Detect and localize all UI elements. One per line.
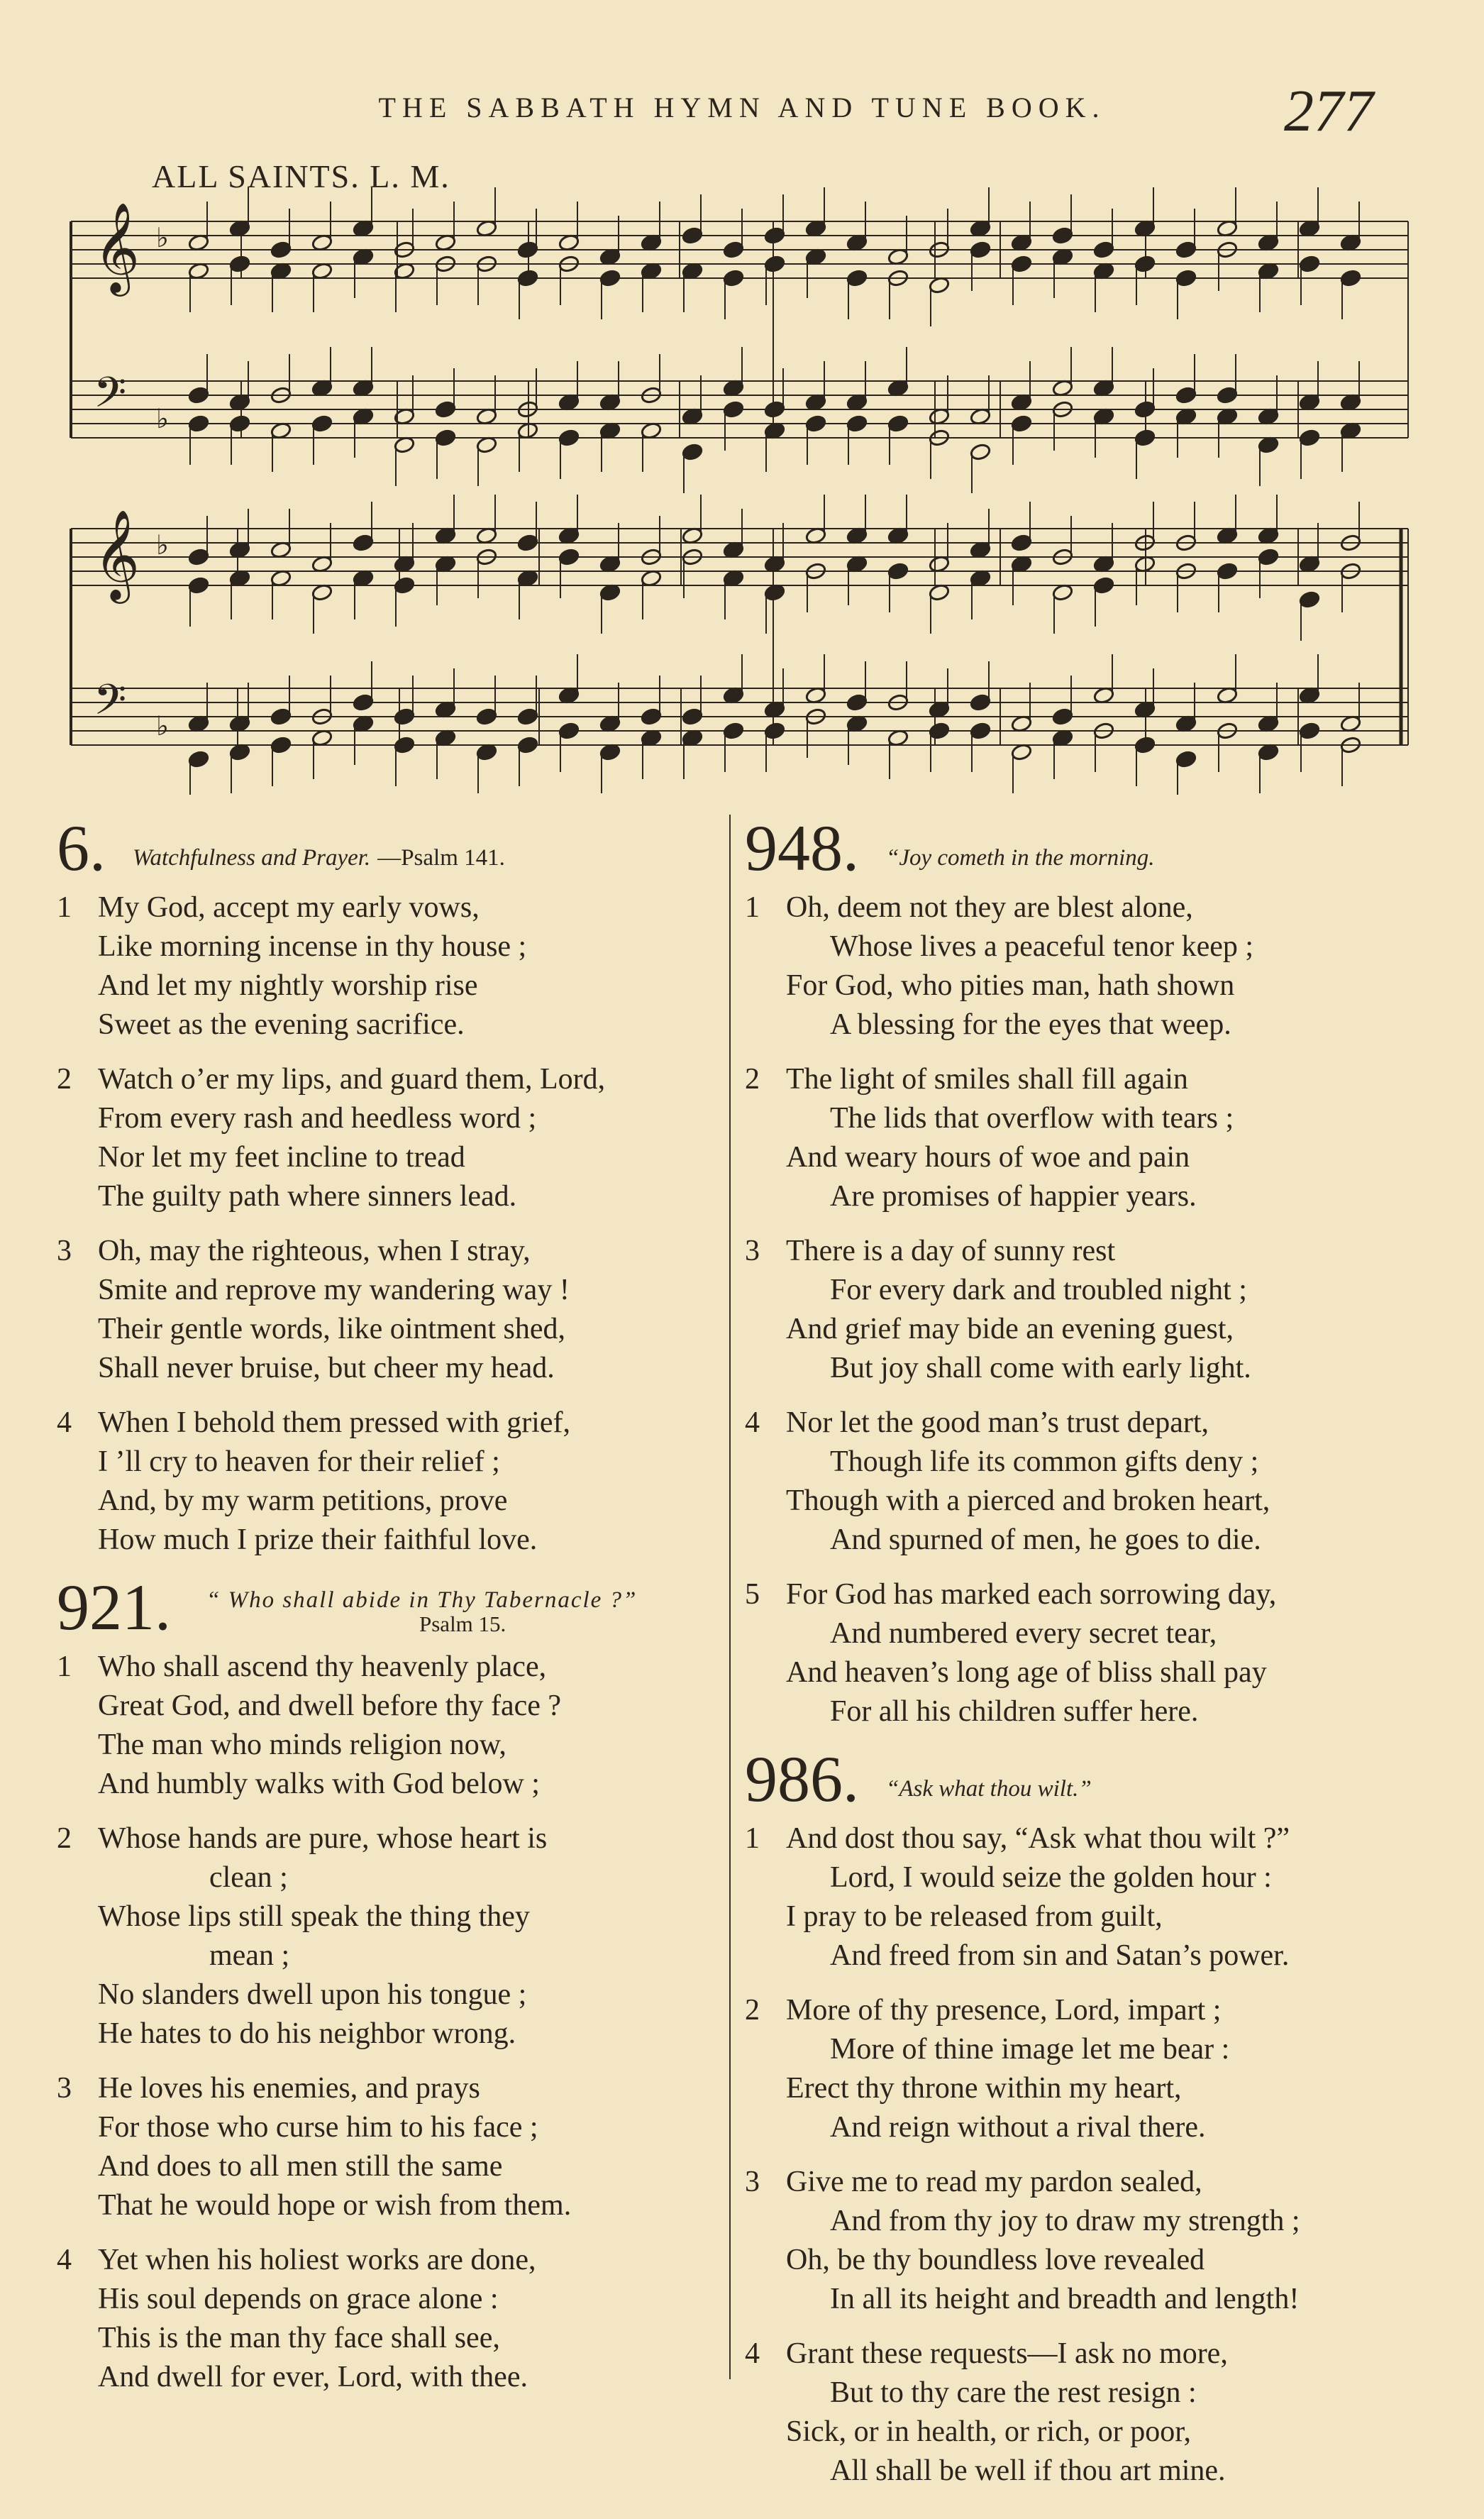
hymn-source: Psalm 15.: [419, 1611, 506, 1636]
verse-text: Whose lives a peaceful tenor keep ;: [830, 930, 1254, 963]
verse-text: And dwell for ever, Lord, with thee.: [98, 2361, 528, 2393]
stanza-number: 2: [57, 1822, 72, 1855]
verse-line: [57, 1138, 716, 1177]
verse-text: All shall be well if thou art mine.: [830, 2454, 1226, 2487]
hymn-921: [57, 1571, 716, 2397]
verse-line: [745, 2108, 1419, 2147]
stanza: [745, 1575, 1419, 1731]
stanza-number: 1: [57, 1650, 72, 1683]
verse-text: He loves his enemies, and prays: [98, 2072, 480, 2105]
verse-line: [745, 1232, 1419, 1271]
verse-text: Sweet as the evening sacrifice.: [98, 1008, 465, 1041]
stanza: [745, 1819, 1419, 1975]
hymn-number: 948.: [745, 812, 859, 884]
verse-line: [745, 1060, 1419, 1099]
verse-text: mean ;: [209, 1939, 290, 1972]
verse-line: [745, 2413, 1419, 2452]
verse-line: [745, 2452, 1419, 2491]
verse-text: Though with a pierced and broken heart,: [786, 1484, 1270, 1517]
verse-text: This is the man thy face shall see,: [98, 2322, 500, 2354]
verse-line: [57, 1060, 716, 1099]
verse-line: [57, 1936, 716, 1975]
verse-text: Shall never bruise, but cheer my head.: [98, 1352, 555, 1384]
verse-line: [57, 1310, 716, 1349]
stanza: [745, 1991, 1419, 2147]
hymn-948: [745, 812, 1419, 1731]
verse-text: And freed from sin and Satan’s power.: [830, 1939, 1290, 1972]
music-score: [0, 0, 1484, 795]
svg-text:𝄢: 𝄢: [94, 675, 127, 734]
verse-text: More of thy presence, Lord, impart ;: [786, 1994, 1222, 2027]
verse-line: [745, 1858, 1419, 1897]
verse-line: [57, 1404, 716, 1443]
verse-text: The lids that overflow with tears ;: [830, 1102, 1234, 1135]
stanza-number: 1: [57, 891, 72, 924]
verse-line: [57, 1765, 716, 1804]
stanza-number: 3: [745, 1235, 760, 1267]
verse-text: When I behold them pressed with grief,: [98, 1406, 570, 1439]
verse-line: [745, 1404, 1419, 1443]
verse-line: [57, 1726, 716, 1765]
verse-line: [745, 1521, 1419, 1560]
verse-text: Lord, I would seize the golden hour :: [830, 1861, 1272, 1894]
verse-text: More of thine image let me bear :: [830, 2033, 1230, 2066]
hymn-number: 6.: [57, 812, 106, 884]
verse-text: For all his children suffer here.: [830, 1695, 1199, 1728]
verse-text: Though life its common gifts deny ;: [830, 1445, 1259, 1478]
verse-text: The light of smiles shall fill again: [786, 1063, 1188, 1096]
stanza-number: 2: [745, 1063, 760, 1096]
verse-line: [57, 966, 716, 1005]
verse-line: [745, 1482, 1419, 1521]
verse-line: [57, 2108, 716, 2147]
svg-text:♭: ♭: [156, 403, 169, 434]
verse-text: I ’ll cry to heaven for their relief ;: [98, 1445, 500, 1478]
verse-line: [57, 1897, 716, 1936]
verse-line: [57, 1177, 716, 1216]
verse-line: [57, 1975, 716, 2014]
verse-line: [745, 1099, 1419, 1138]
hymn-title: “Joy cometh in the morning.: [886, 845, 1155, 871]
stanza: [57, 1232, 716, 1388]
verse-text: And weary hours of woe and pain: [786, 1141, 1190, 1174]
svg-text:𝄞: 𝄞: [94, 509, 140, 600]
verse-line: [57, 2319, 716, 2358]
verse-line: [57, 927, 716, 966]
verse-line: [745, 1138, 1419, 1177]
verse-text: Like morning incense in thy house ;: [98, 930, 527, 963]
verse-text: And from thy joy to draw my strength ;: [830, 2205, 1300, 2237]
verse-line: [745, 1005, 1419, 1044]
hymn-title: “ Who shall abide in Thy Tabernacle ?”: [206, 1587, 638, 1613]
verse-text: But to thy care the rest resign :: [830, 2376, 1197, 2409]
verse-line: [745, 1936, 1419, 1975]
verse-text: Watch o’er my lips, and guard them, Lord,: [98, 1063, 606, 1096]
stanza-number: 3: [745, 2166, 760, 2198]
stanza: [745, 1404, 1419, 1560]
verse-text: For those who curse him to his face ;: [98, 2111, 538, 2144]
left-column: [57, 812, 716, 2413]
verse-text: Erect thy throne within my heart,: [786, 2072, 1182, 2105]
verse-text: The guilty path where sinners lead.: [98, 1180, 517, 1213]
stanza: [57, 2069, 716, 2225]
svg-text:𝄞: 𝄞: [94, 202, 140, 292]
verse-line: [745, 1575, 1419, 1614]
verse-line: [57, 888, 716, 927]
verse-line: [57, 1482, 716, 1521]
verse-text: A blessing for the eyes that weep.: [830, 1008, 1231, 1041]
verse-line: [57, 1521, 716, 1560]
verse-line: [745, 2374, 1419, 2413]
verse-text: Great God, and dwell before thy face ?: [98, 1690, 562, 1722]
stanza-number: 2: [57, 1063, 72, 1096]
verse-text: Smite and reprove my wandering way !: [98, 1274, 570, 1306]
verse-text: There is a day of sunny rest: [786, 1235, 1116, 1267]
stanza: [745, 888, 1419, 1044]
verse-text: No slanders dwell upon his tongue ;: [98, 1978, 527, 2011]
verse-line: [745, 1692, 1419, 1731]
verse-line: [745, 1897, 1419, 1936]
verse-line: [745, 2030, 1419, 2069]
verse-line: [745, 1349, 1419, 1388]
verse-text: Their gentle words, like ointment shed,: [98, 1313, 566, 1345]
verse-text: And humbly walks with God below ;: [98, 1768, 540, 1800]
stanza: [57, 2241, 716, 2397]
verse-line: [57, 2186, 716, 2225]
verse-text: And reign without a rival there.: [830, 2111, 1206, 2144]
verse-text: And heaven’s long age of bliss shall pay: [786, 1656, 1267, 1689]
verse-line: [745, 966, 1419, 1005]
stanza-number: 5: [745, 1578, 760, 1611]
verse-line: [745, 1177, 1419, 1216]
verse-text: I pray to be released from guilt,: [786, 1900, 1163, 1933]
verse-line: [57, 1819, 716, 1858]
verse-line: [57, 2241, 716, 2280]
svg-text:♭: ♭: [156, 710, 169, 742]
verse-text: How much I prize their faithful love.: [98, 1523, 538, 1556]
verse-line: [745, 888, 1419, 927]
verse-line: [57, 1099, 716, 1138]
verse-text: And does to all men still the same: [98, 2150, 503, 2183]
verse-line: [745, 1653, 1419, 1692]
hymn-number: 921.: [57, 1571, 171, 1643]
page-number: 277: [1284, 78, 1373, 144]
verse-line: [57, 1648, 716, 1687]
verse-line: [745, 2163, 1419, 2202]
verse-text: For God has marked each sorrowing day,: [786, 1578, 1277, 1611]
verse-line: [57, 1687, 716, 1726]
verse-line: [745, 2335, 1419, 2374]
hymn-number: 986.: [745, 1743, 859, 1815]
verse-text: Give me to read my pardon sealed,: [786, 2166, 1202, 2198]
verse-line: [57, 2014, 716, 2054]
stanza-number: 4: [745, 1406, 760, 1439]
verse-line: [57, 2358, 716, 2397]
verse-line: [745, 1991, 1419, 2030]
verse-line: [57, 1232, 716, 1271]
verse-line: [745, 1271, 1419, 1310]
svg-text:♭: ♭: [156, 529, 169, 561]
verse-text: Are promises of happier years.: [830, 1180, 1197, 1213]
stanza: [745, 2335, 1419, 2491]
stanza: [57, 1404, 716, 1560]
verse-line: [745, 927, 1419, 966]
stanza: [57, 1648, 716, 1804]
verse-text: And spurned of men, he goes to die.: [830, 1523, 1261, 1556]
stanza-number: 4: [745, 2337, 760, 2370]
verse-text: In all its height and breadth and length!: [830, 2283, 1300, 2315]
stanza-number: 1: [745, 1822, 760, 1855]
verse-line: [745, 2241, 1419, 2280]
stanza: [745, 1232, 1419, 1388]
verse-line: [57, 1858, 716, 1897]
stanza: [57, 1060, 716, 1216]
verse-line: [57, 2069, 716, 2108]
stanza-number: 3: [57, 1235, 72, 1267]
verse-line: [57, 1349, 716, 1388]
verse-text: My God, accept my early vows,: [98, 891, 480, 924]
verse-text: clean ;: [209, 1861, 288, 1894]
stanza-number: 2: [745, 1994, 760, 2027]
verse-text: And grief may bide an evening guest,: [786, 1313, 1234, 1345]
verse-text: Oh, deem not they are blest alone,: [786, 891, 1193, 924]
stanza: [57, 1819, 716, 2054]
verse-text: Grant these requests—I ask no more,: [786, 2337, 1228, 2370]
hymn-986: [745, 1743, 1419, 2491]
stanza: [745, 2163, 1419, 2319]
verse-line: [745, 1819, 1419, 1858]
stanza-number: 4: [57, 2244, 72, 2276]
stanza-number: 1: [745, 891, 760, 924]
verse-text: For every dark and troubled night ;: [830, 1274, 1247, 1306]
stanza-number: 3: [57, 2072, 72, 2105]
verse-line: [745, 1310, 1419, 1349]
verse-line: [745, 2069, 1419, 2108]
right-column: [745, 812, 1419, 2506]
svg-text:𝄢: 𝄢: [94, 368, 127, 427]
verse-text: His soul depends on grace alone :: [98, 2283, 499, 2315]
hymn-source: —Psalm 141.: [377, 845, 505, 871]
hymn-title: Watchfulness and Prayer.: [133, 845, 371, 871]
stanza: [57, 888, 716, 1044]
svg-text:♭: ♭: [156, 222, 169, 253]
verse-text: And, by my warm petitions, prove: [98, 1484, 508, 1517]
verse-text: Who shall ascend thy heavenly place,: [98, 1650, 547, 1683]
verse-text: Sick, or in health, or rich, or poor,: [786, 2415, 1192, 2448]
verse-line: [57, 1271, 716, 1310]
verse-line: [57, 2280, 716, 2319]
verse-text: He hates to do his neighbor wrong.: [98, 2017, 516, 2050]
verse-line: [745, 1614, 1419, 1653]
stanza: [745, 1060, 1419, 1216]
verse-text: From every rash and heedless word ;: [98, 1102, 537, 1135]
verse-text: Yet when his holiest works are done,: [98, 2244, 536, 2276]
verse-text: Whose hands are pure, whose heart is: [98, 1822, 548, 1855]
stanza-number: 4: [57, 1406, 72, 1439]
running-head: THE SABBATH HYMN AND TUNE BOOK.: [378, 92, 1106, 123]
hymn-6: [57, 812, 716, 1560]
column-divider: [729, 815, 731, 2379]
hymn-title: “Ask what thou wilt.”: [886, 1776, 1092, 1802]
verse-text: Oh, be thy boundless love revealed: [786, 2244, 1205, 2276]
verse-line: [57, 1443, 716, 1482]
verse-line: [57, 1005, 716, 1044]
verse-line: [745, 2202, 1419, 2241]
verse-text: For God, who pities man, hath shown: [786, 969, 1235, 1002]
verse-text: And dost thou say, “Ask what thou wilt ?”: [786, 1822, 1290, 1855]
verse-text: That he would hope or wish from them.: [98, 2189, 572, 2222]
verse-line: [745, 1443, 1419, 1482]
tune-name: ALL SAINTS. L. M.: [152, 158, 450, 194]
verse-text: Whose lips still speak the thing they: [98, 1900, 530, 1933]
verse-line: [745, 2280, 1419, 2319]
verse-text: And let my nightly worship rise: [98, 969, 478, 1002]
verse-text: Oh, may the righteous, when I stray,: [98, 1235, 531, 1267]
verse-text: The man who minds religion now,: [98, 1729, 506, 1761]
verse-text: Nor let my feet incline to tread: [98, 1141, 465, 1174]
verse-text: But joy shall come with early light.: [830, 1352, 1251, 1384]
verse-line: [57, 2147, 716, 2186]
verse-text: And numbered every secret tear,: [830, 1617, 1217, 1650]
verse-text: Nor let the good man’s trust depart,: [786, 1406, 1209, 1439]
